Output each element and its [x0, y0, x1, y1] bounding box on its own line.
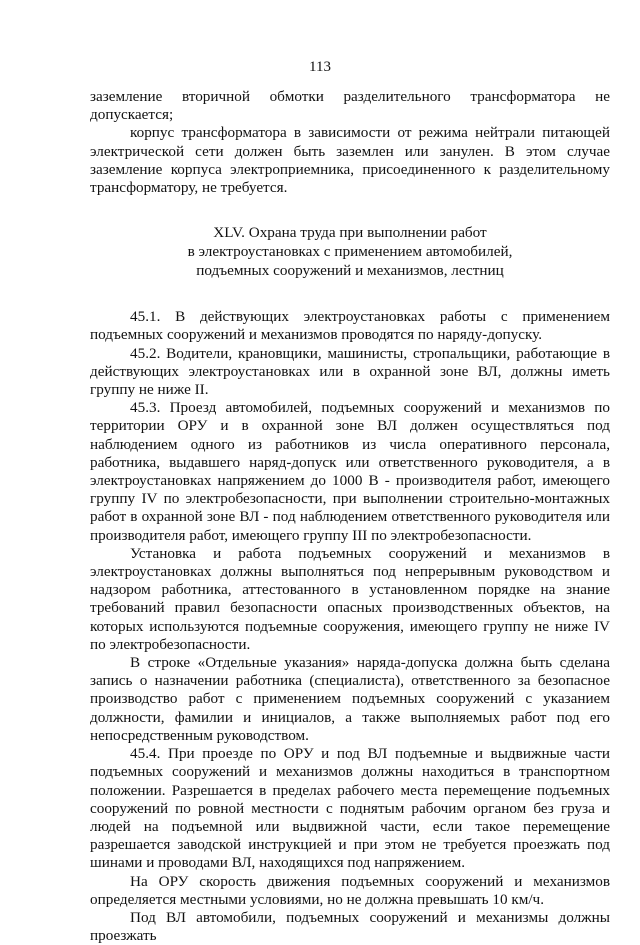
- section-heading-line: подъемных сооружений и механизмов, лестниц: [196, 262, 504, 280]
- paragraph-45-1: 45.1. В действующих электроустановках работы с применением подъемных сооружений и механизмов проводятся по наряду-допуску.: [90, 308, 610, 344]
- paragraph: Установка и работа подъемных сооружений и механизмов в электроустановках должны выполняться под непрерывным руководством и надзором работника, аттестованного в установленном порядке на знание требований правил безопасности опасных производственных объектов, на которых используются подъемные сооружения, имеющего группу не ниже IV по электробезопасности.: [90, 544, 610, 653]
- paragraph: корпус трансформатора в зависимости от режима нейтрали питающей электрической сети должен быть заземлен или занулен. В этом случае заземление корпуса электроприемника, присоединенного к разделительному трансформатору, не требуется.: [90, 124, 610, 197]
- section-heading: [90, 223, 610, 280]
- paragraph-45-2: 45.2. Водители, крановщики, машинисты, стропальщики, работающие в действующих электроустановках или в охранной зоне ВЛ, должны иметь группу не ниже II.: [90, 344, 610, 399]
- paragraph: В строке «Отдельные указания» наряда-допуска должна быть сделана запись о назначении работника (специалиста), ответственного за безопасное производство работ с применением подъемных сооружений с указанием должности, фамилии и инициалов, а также выполняемых работ под его непосредственным руководством.: [90, 654, 610, 744]
- paragraph: Под ВЛ автомобили, подъемных сооружений и механизмы должны проезжать: [90, 908, 610, 945]
- section-heading-line: в электроустановках с применением автомобилей,: [187, 243, 513, 261]
- paragraph: заземление вторичной обмотки разделительного трансформатора не допускается;: [90, 88, 610, 124]
- paragraph-45-4: 45.4. При проезде по ОРУ и под ВЛ подъемные и выдвижные части подъемных сооружений и механизмов должны находиться в транспортном положении. Разрешается в пределах рабочего места перемещение подъемных сооружений по ровной местности с поднятым рабочим органом без груза и людей на подъемной или выдвижной части, если такое перемещение разрешается заводской инструкцией и при этом не требуется проезжать под шинами и проводами ВЛ, находящихся под напряжением.: [90, 745, 610, 872]
- paragraph: На ОРУ скорость движения подъемных сооружений и механизмов определяется местными условиями, но не должна превышать 10 км/ч.: [90, 872, 610, 908]
- section-heading-line: XLV. Охрана труда при выполнении работ: [213, 224, 487, 242]
- page-number: 113: [309, 59, 331, 75]
- paragraph-45-3: 45.3. Проезд автомобилей, подъемных сооружений и механизмов по территории ОРУ и в охранной зоне ВЛ должен осуществляться под наблюдением одного из работников из числа оперативного персонала, работника, выдавшего наряд-допуск или ответственного руководителя, а в электроустановках напряжением до 1000 В - производителя работ, имеющего группу IV по электробезопасности, при выполнении строительно-монтажных работ в охранной зоне ВЛ - под наблюдением ответственного руководителя или производителя работ, имеющего группу III по электробезопасности.: [90, 399, 610, 544]
- document-body: [90, 88, 610, 945]
